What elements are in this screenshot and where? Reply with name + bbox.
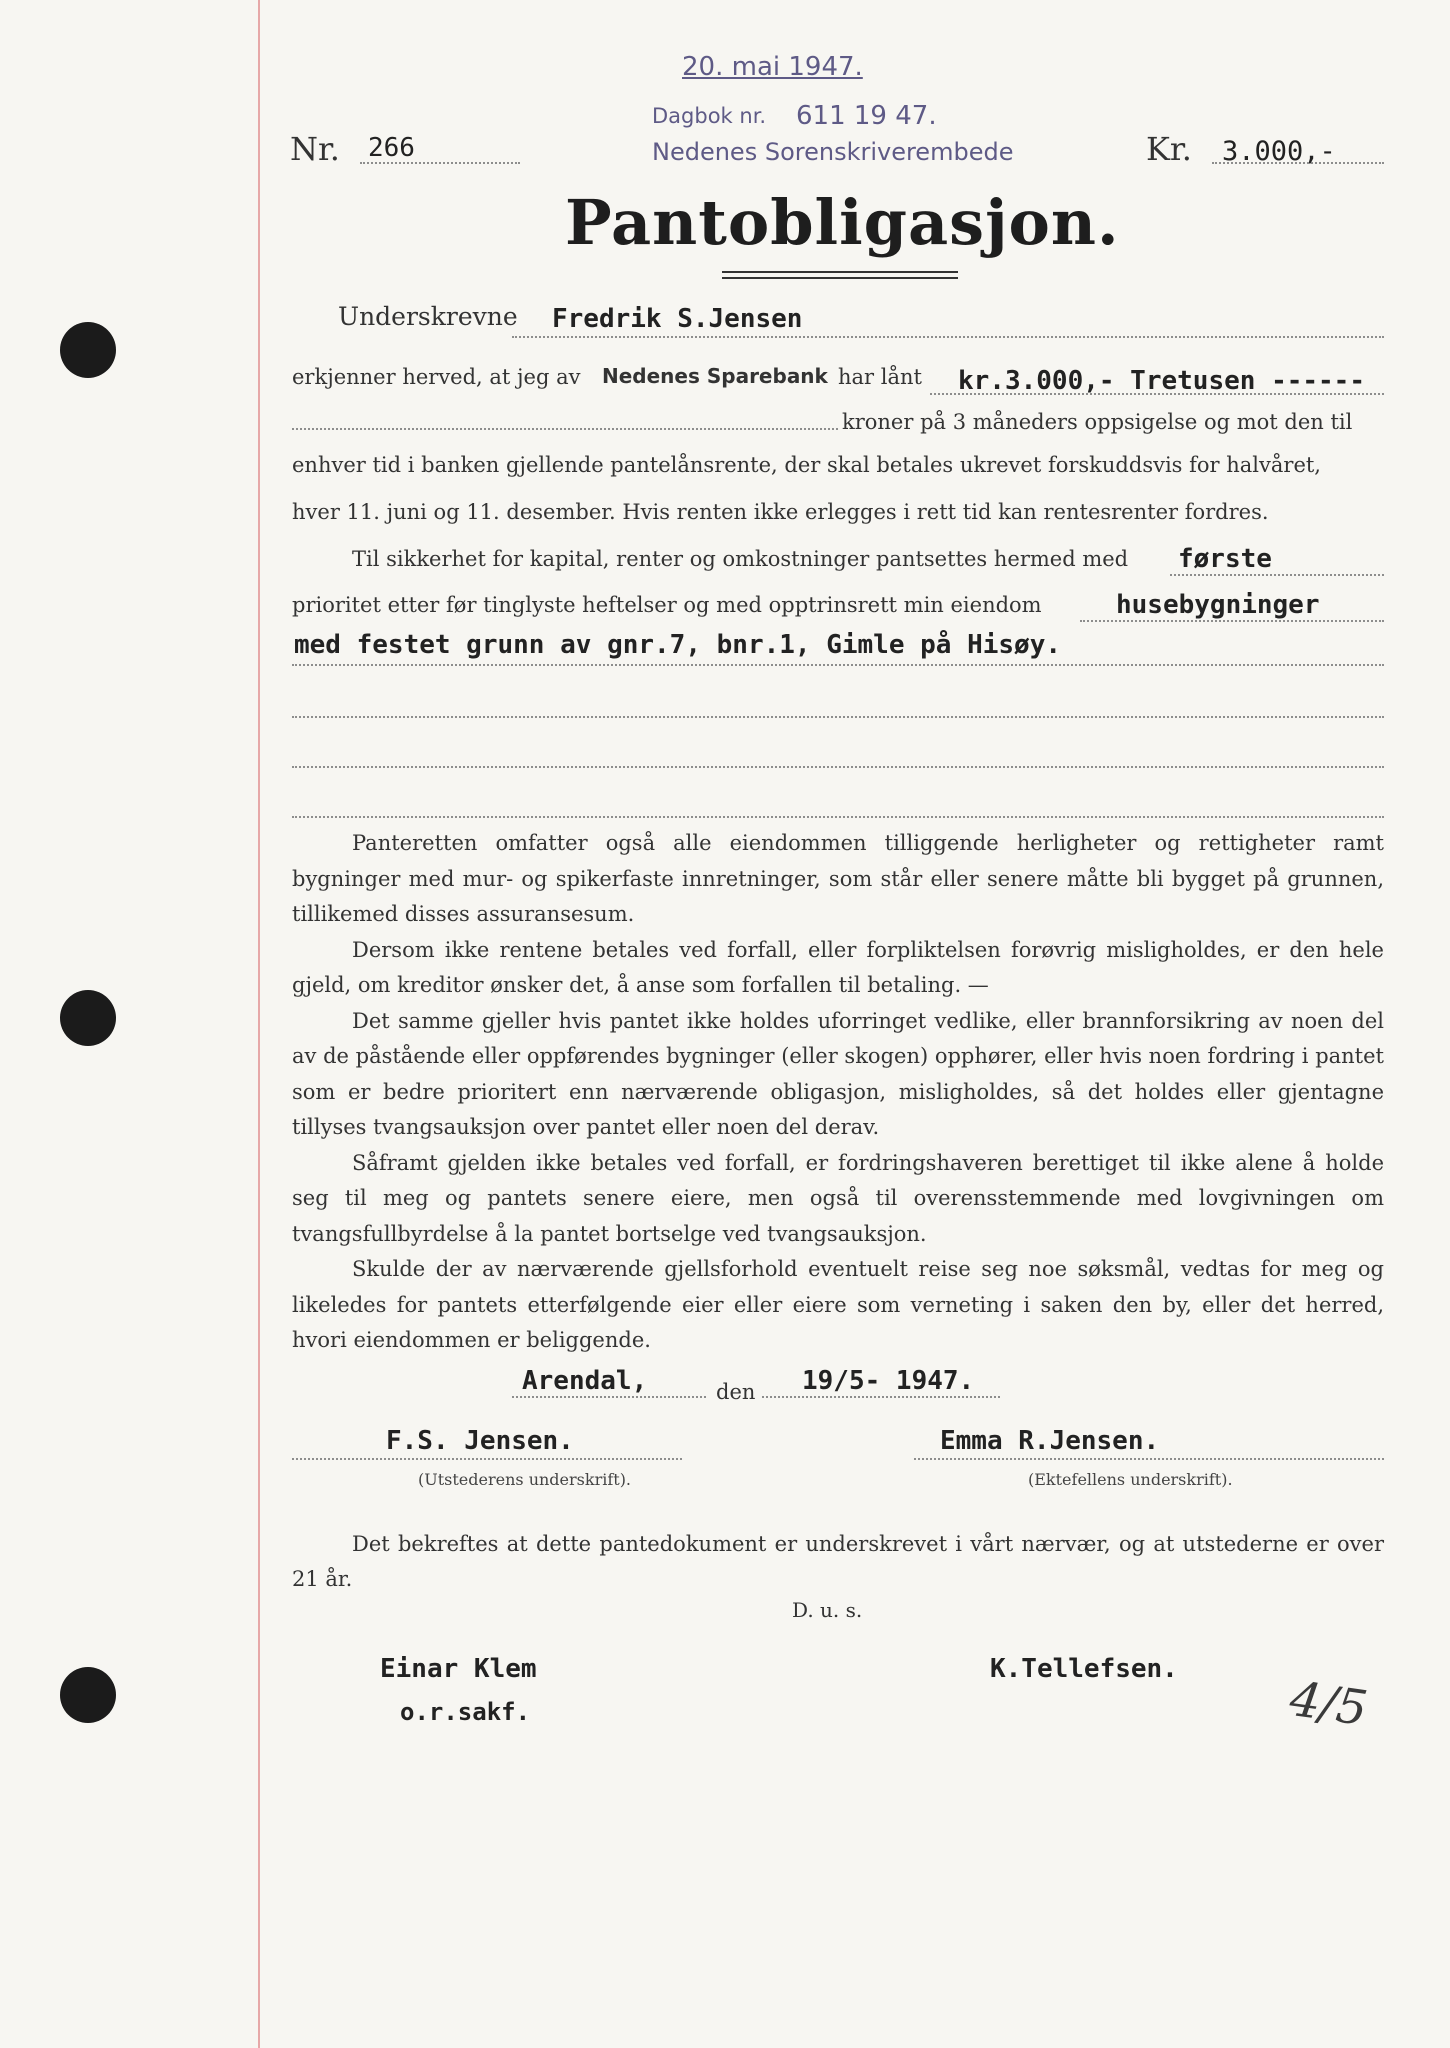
dagbok-label: Dagbok nr. <box>652 104 767 128</box>
terms-paragraph: Panteretten omfatter også alle eiendommen tilliggende herligheter og rettigheter ramt bygninger med mur- og spikerfaste innretninger, som står eller senere måtte bli bygget på grunnen, tillikemed disses assuransesum. <box>292 831 1384 926</box>
issuer-signature: F.S. Jensen. <box>386 1426 574 1456</box>
terms-paragraph: Dersom ikke rentene betales ved forfall, eller forpliktelsen forøvrig misligholdes, er den hele gjeld, om kreditor ønsker det, å anse som forfallen til betaling. — <box>292 937 1384 997</box>
undersigned-label: Underskrevne <box>338 302 518 331</box>
property-description: husebygninger <box>1116 590 1320 620</box>
property-description: med festet grunn av gnr.7, bnr.1, Gimle på Hisøy. <box>294 630 1062 660</box>
date-stamp: 20. mai 1947. <box>682 52 863 82</box>
title-underline <box>722 277 958 279</box>
kr-value: 3.000,- <box>1222 136 1336 167</box>
terms-paragraph: Skulde der av nærværende gjellsforhold eventuelt reise seg noe søksmål, vedtas for meg og likeledes for pantets etterfølgende eier eller eiere som verneting i saken den by, eller det herred, hvori eiendommen er beliggende. <box>292 1257 1384 1352</box>
dotted-line <box>292 716 1384 718</box>
dotted-line <box>1080 620 1384 622</box>
terms-paragraph: Såframt gjelden ikke betales ved forfall, er fordringshaveren berettiget til ikke alene å holde seg til meg og pantets senere eiere, men også til overensstemmende med lovgivningen om tvangsfullbyrdelse å la pantet bortselge ved tvangsauksjon. <box>292 1150 1384 1246</box>
terms-paragraph: Det samme gjeller hvis pantet ikke holdes uforringet vedlike, eller brannforsikring av noen del av de påstående eller oppførendes bygninger (eller skogen) opphører, eller hvis noen fordring i pantet som er bedre prioritert enn nærværende obligasjon, misligholdes, så det holdes eller gjentagne tillyses tvangsauksjon over pantet eller noen del derav. <box>292 1008 1384 1139</box>
punch-hole <box>60 1667 116 1723</box>
signing-place: Arendal, <box>522 1366 648 1396</box>
dotted-line <box>292 766 1384 768</box>
dotted-line <box>762 1396 1000 1398</box>
punch-hole <box>60 990 116 1046</box>
dotted-line <box>292 664 1384 666</box>
issuer-caption: (Utstederens underskrift). <box>418 1470 632 1489</box>
dagbok-number: 611 19 47. <box>796 101 937 131</box>
priority-value: første <box>1178 544 1272 574</box>
witness-statement: Det bekreftes at dette pantedokument er underskrevet i vårt nærvær, og at utstederne er over 21 år. <box>292 1532 1384 1591</box>
witness-2-name: K.Tellefsen. <box>990 1654 1178 1684</box>
witness-1-title: o.r.sakf. <box>400 1698 531 1726</box>
loan-text: har lånt <box>838 365 922 389</box>
punch-hole <box>60 322 116 378</box>
priority-text: prioritet etter før tinglyste heftelser og med opptrinsrett min eiendom <box>292 593 1042 617</box>
title-underline <box>722 271 958 273</box>
dotted-line <box>1170 574 1384 576</box>
dotted-line <box>292 428 838 430</box>
dotted-line <box>512 1396 706 1398</box>
den-label: den <box>716 1380 756 1404</box>
kr-dotted-line <box>1212 162 1384 164</box>
margin-rule <box>258 0 260 2048</box>
terms-line-2: enhver tid i banken gjellende pantelånsrente, der skal betales ukrevet forskuddsvis for halvåret, <box>292 453 1321 477</box>
acknowledgement-text: erkjenner herved, at jeg av <box>292 365 581 389</box>
kr-label: Kr. <box>1146 130 1192 168</box>
security-text: Til sikkerhet for kapital, renter og omkostninger pantsettes hermed med <box>352 547 1129 571</box>
bank-name: Nedenes Sparebank <box>602 364 828 388</box>
terms-section <box>292 826 1384 1359</box>
loan-amount: kr.3.000,- Tretusen ------ <box>958 366 1365 396</box>
dotted-line <box>930 393 1384 395</box>
spouse-caption: (Ektefellens underskrift). <box>1028 1470 1233 1489</box>
terms-line-1: kroner på 3 måneders oppsigelse og mot den til <box>842 410 1353 434</box>
terms-line-3: hver 11. juni og 11. desember. Hvis renten ikke erlegges i rett tid kan rentesrenter fordres. <box>292 500 1269 524</box>
signature-line <box>914 1458 1384 1460</box>
undersigned-name: Fredrik S.Jensen <box>552 304 803 334</box>
dotted-line <box>512 336 1384 338</box>
document-title: Pantobligasjon. <box>565 186 1120 259</box>
office-stamp: Nedenes Sorenskriverembede <box>652 138 1014 166</box>
spouse-signature: Emma R.Jensen. <box>940 1426 1160 1456</box>
witness-1-name: Einar Klem <box>380 1654 537 1684</box>
signature-line <box>292 1458 682 1460</box>
dus-abbrev: D. u. s. <box>792 1598 863 1622</box>
handwritten-initials: 4/5 <box>1286 1670 1371 1738</box>
nr-value: 266 <box>368 133 415 163</box>
signing-date: 19/5- 1947. <box>802 1366 975 1396</box>
dotted-line <box>292 816 1384 818</box>
nr-dotted-line <box>360 162 520 164</box>
nr-label: Nr. <box>290 130 340 168</box>
